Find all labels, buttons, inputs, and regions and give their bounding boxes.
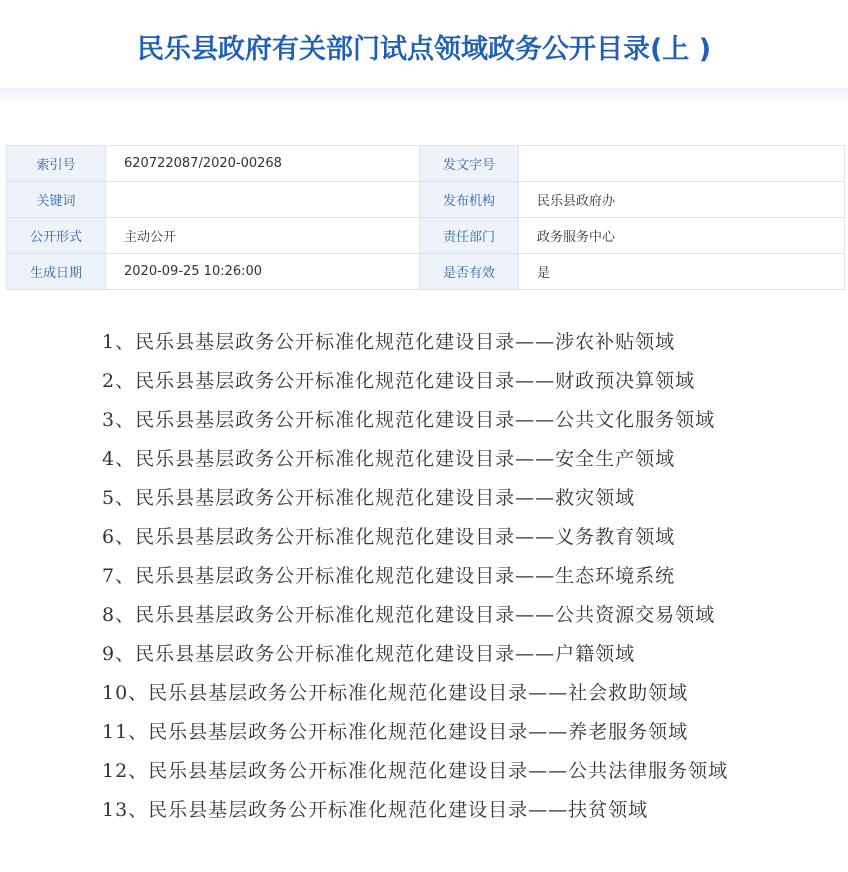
catalog-item[interactable]: 7、民乐县基层政务公开标准化规范化建设目录——生态环境系统 — [102, 565, 676, 587]
keywords-value — [106, 182, 420, 218]
title-divider-shadow — [0, 88, 848, 104]
valid-value: 是 — [519, 254, 845, 290]
dept-label: 责任部门 — [420, 218, 519, 254]
page-title: 民乐县政府有关部门试点领域政务公开目录(上 ) — [136, 34, 712, 65]
catalog-item[interactable]: 3、民乐县基层政务公开标准化规范化建设目录——公共文化服务领域 — [102, 409, 716, 431]
catalog-item[interactable]: 8、民乐县基层政务公开标准化规范化建设目录——公共资源交易领域 — [102, 604, 716, 626]
keywords-label: 关键词 — [7, 182, 106, 218]
catalog-item[interactable]: 12、民乐县基层政务公开标准化规范化建设目录——公共法律服务领域 — [102, 760, 729, 782]
doc-no-label: 发文字号 — [420, 146, 519, 182]
date-value: 2020-09-25 10:26:00 — [106, 254, 420, 290]
index-label: 索引号 — [7, 146, 106, 182]
catalog-list — [102, 323, 728, 830]
index-value: 620722087/2020-00268 — [106, 146, 420, 182]
catalog-item[interactable]: 10、民乐县基层政务公开标准化规范化建设目录——社会救助领域 — [102, 682, 689, 704]
form-value: 主动公开 — [106, 218, 420, 254]
form-label: 公开形式 — [7, 218, 106, 254]
catalog-item[interactable]: 11、民乐县基层政务公开标准化规范化建设目录——养老服务领域 — [102, 721, 689, 743]
catalog-item[interactable]: 5、民乐县基层政务公开标准化规范化建设目录——救灾领域 — [102, 487, 636, 509]
meta-row — [7, 146, 845, 182]
publisher-label: 发布机构 — [420, 182, 519, 218]
dept-value: 政务服务中心 — [519, 218, 845, 254]
catalog-item[interactable]: 13、民乐县基层政务公开标准化规范化建设目录——扶贫领域 — [102, 799, 649, 821]
meta-row — [7, 254, 845, 290]
meta-row — [7, 182, 845, 218]
catalog-item[interactable]: 9、民乐县基层政务公开标准化规范化建设目录——户籍领域 — [102, 643, 636, 665]
catalog-item[interactable]: 6、民乐县基层政务公开标准化规范化建设目录——义务教育领域 — [102, 526, 676, 548]
catalog-item[interactable]: 1、民乐县基层政务公开标准化规范化建设目录——涉农补贴领域 — [102, 331, 676, 353]
publisher-value: 民乐县政府办 — [519, 182, 845, 218]
date-label: 生成日期 — [7, 254, 106, 290]
valid-label: 是否有效 — [420, 254, 519, 290]
catalog-item[interactable]: 4、民乐县基层政务公开标准化规范化建设目录——安全生产领域 — [102, 448, 676, 470]
doc-no-value — [519, 146, 845, 182]
catalog-item[interactable]: 2、民乐县基层政务公开标准化规范化建设目录——财政预决算领域 — [102, 370, 696, 392]
meta-row — [7, 218, 845, 254]
document-meta-table — [6, 145, 845, 290]
